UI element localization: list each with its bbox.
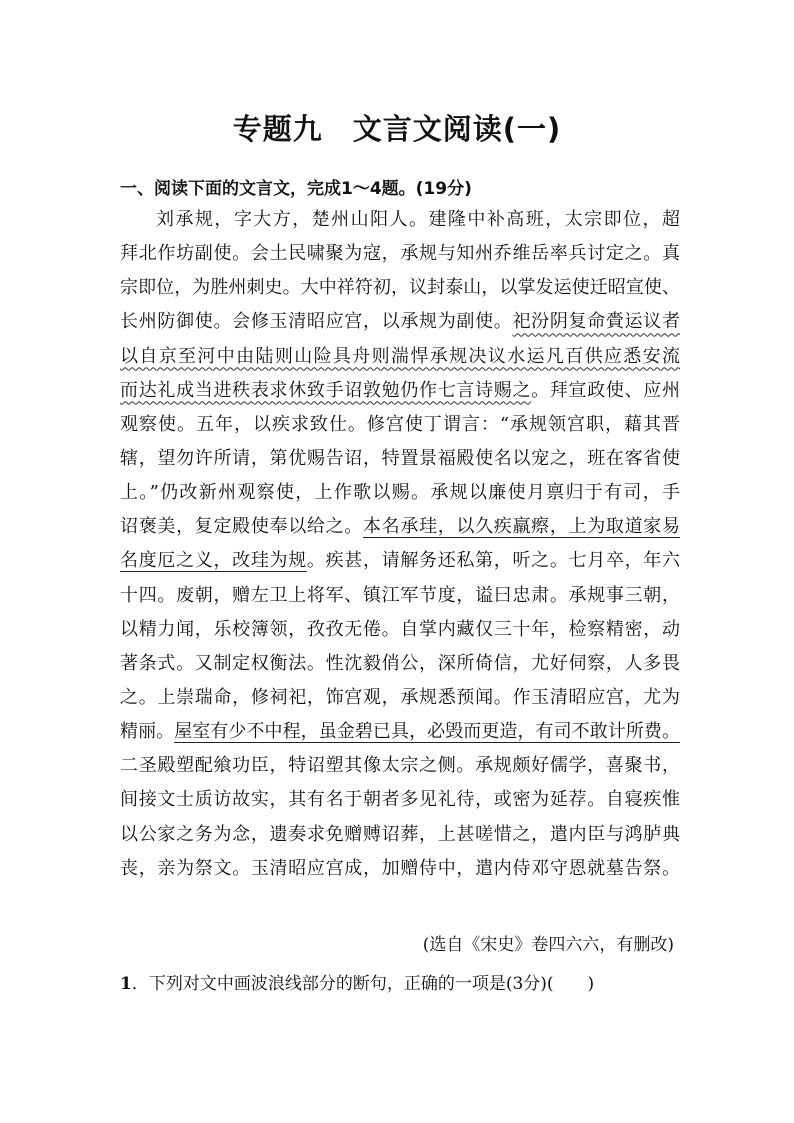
passage-line (120, 818, 680, 852)
passage-line (120, 442, 680, 476)
passage-text: 以公家之务为念，遗奏求免赠赙诏葬，上甚嗟惜之，遣内臣与鸿胪典 (120, 823, 680, 845)
passage-line (120, 340, 680, 374)
underlined-text: 屋室有少不中程，虽金碧已具，必毁而更造，有司不敢计所费。 (174, 721, 681, 743)
passage-line (120, 783, 680, 817)
passage-line (120, 237, 680, 271)
passage-text: 间接文士质访故实，其有名于朝者多见礼待，或密为延荐。自寝疾惟 (120, 789, 680, 811)
passage-text: 精丽。 (120, 721, 175, 743)
passage-text: 拜北作坊副使。会土民啸聚为寇，承规与知州乔维岳率兵讨定之。真 (120, 243, 680, 265)
passage-text: 长州防御使。会修玉清昭应宫，以承规为副使。 (120, 311, 513, 333)
passage-line (120, 647, 680, 681)
section-heading: 一、阅读下面的文言文，完成1～4题。(19分) (120, 179, 472, 199)
page-title: 专题九 文言文阅读(一) (232, 112, 562, 146)
question-1 (120, 969, 594, 994)
passage-line (120, 681, 680, 715)
passage-text: 之。上崇瑞命，修祠祀，饰宫观，承规悉预闻。作玉清昭应宫，尤为 (120, 686, 680, 708)
passage-line (120, 305, 680, 339)
passage-line (120, 408, 680, 442)
passage-line (120, 476, 680, 510)
passage-line (120, 374, 680, 408)
passage-text: 以精力闻，乐校簿领，孜孜无倦。自掌内藏仅三十年，检察精密，动 (120, 618, 680, 640)
underlined-text: 本名承珪，以久疾羸瘵，上为取道家易 (362, 516, 681, 538)
passage-text: 刘承规，字大方，楚州山阳人。建隆中补高班，太宗即位，超 (156, 209, 680, 230)
passage-text: 上。”仍改新州观察使，上作歌以赐。承规以廉使月禀归于有司，手 (120, 482, 680, 504)
source-citation: (选自《宋史》卷四六六，有删改) (422, 935, 674, 955)
underlined-text: 名度厄之义，改珪为规 (120, 550, 307, 572)
passage-text: 二圣殿塑配飨功臣，特诏塑其像太宗之侧。承规颇好儒学，喜聚书， (120, 755, 680, 777)
passage-text: 宗即位，为胜州刺史。大中祥符初，议封泰山，以掌发运使迁昭宣使、 (120, 277, 680, 299)
passage-text: 观察使。五年，以疾求致仕。修宫使丁谓言：“承规领宫职，藉其晋 (120, 413, 680, 435)
passage-line (120, 203, 680, 237)
passage-text: 。拜宣政使、应州 (531, 379, 680, 401)
classical-chinese-passage (120, 203, 680, 886)
question-number: 1 (120, 974, 132, 994)
passage-line (120, 613, 680, 647)
passage-line (120, 715, 680, 749)
passage-line (120, 544, 680, 578)
wavy-underlined-text: 而达礼成当进秩表求休致手诏敦勉仍作七言诗赐之 (120, 379, 532, 401)
passage-text: 辖，望勿许所请，第优赐告诏，特置景福殿使名以宠之，班在客省使 (120, 447, 680, 469)
passage-line (120, 749, 680, 783)
passage-line (120, 579, 680, 613)
wavy-underlined-text: 以自京至河中由陆则山险具舟则湍悍承规决议水运凡百供应悉安流 (120, 345, 680, 367)
passage-text: 丧，亲为祭文。玉清昭应宫成，加赠侍中，遣内侍邓守恩就墓告祭。 (120, 857, 680, 879)
passage-text: 著条式。又制定权衡法。性沈毅俏公，深所倚信，尤好伺察，人多畏 (120, 652, 680, 674)
question-text: ．下列对文中画波浪线部分的断句，正确的一项是(3分)( ) (131, 974, 595, 994)
passage-line (120, 510, 680, 544)
passage-text: 。疾甚，请解务还私第，听之。七月卒，年六 (306, 550, 681, 572)
wavy-underlined-text: 祀汾阴复命賫运议者 (512, 311, 681, 333)
passage-text: 十四。废朝，赠左卫上将军、镇江军节度，谥曰忠肃。承规事三朝， (120, 584, 680, 606)
passage-line (120, 852, 680, 886)
passage-line (120, 271, 680, 305)
passage-text: 诏褒美，复定殿使奉以给之。 (120, 516, 363, 538)
